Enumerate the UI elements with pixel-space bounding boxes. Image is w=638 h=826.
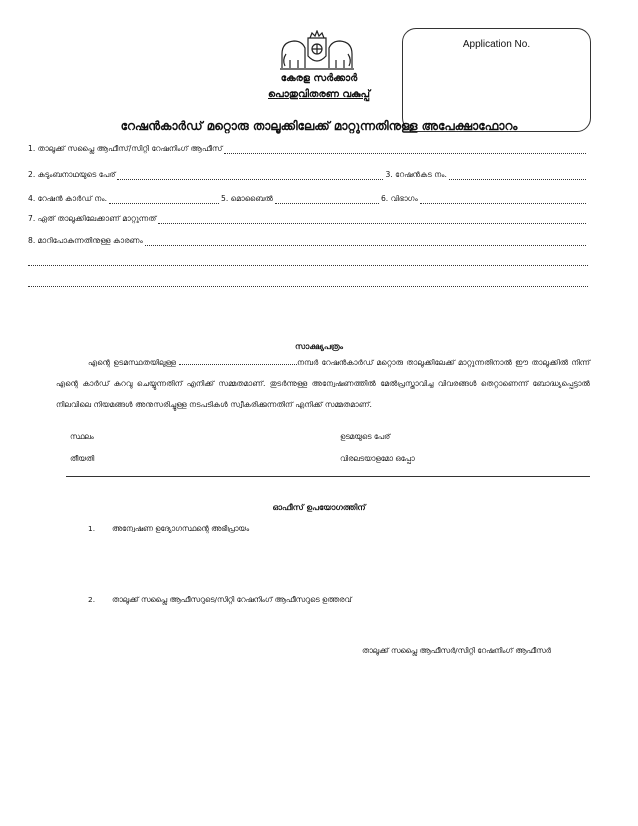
declaration-part-2: നമ്പർ റേഷൻകാർഡ് മറ്റൊരു താലൂക്കിലേക്ക് മാറ്റുന്നതിനാൽ ഈ താലൂക്കിൽ നിന്ന് എന്റെ കാർഡ് കുറവു ചെയ്യുന്നതിന് എനിക്ക് സമ്മതമാണ്. തുടർന്നുള്ള അന്വേഷണത്തിൽ മേൽപ്രസ്താവിച്ച വിവരങ്ങൾ തെറ്റാണെന്ന് ബോദ്ധ്യപ്പെട്ടാൽ നിലവിലെ നിയമങ്ങൾ അനുസരിച്ചുള്ള നടപടികൾ സ്വീകരിക്കുന്നതിന് എനിക്ക് സമ്മതമാണ്. [56,358,591,409]
field-label-card-no: 4. റേഷൻ കാർഡ് നം. [28,194,107,203]
field-input-householder[interactable] [117,172,383,180]
reason-line-3[interactable] [28,285,588,287]
office-item-1-number: 1. [88,524,96,533]
declaration-heading: സാക്ഷ്യപത്രം [295,342,343,351]
field-label-mobile: 5. മൊബൈൽ [221,194,273,203]
field-input-destination[interactable] [158,216,586,224]
field-input-reason[interactable] [145,238,586,246]
declaration-part-1: എന്റെ ഉടമസ്ഥതയിലുള്ള [88,358,176,367]
office-item-1-label: അന്വേഷണ ഉദ്യോഗസ്ഥന്റെ അഭിപ്രായം [112,524,250,533]
field-input-category[interactable] [420,196,586,204]
field-label-householder: 2. കുടുംബനാഥയുടെ പേര് [28,170,116,179]
office-item-2-label: താലൂക്ക് സപ്ലൈ ആഫീസറുടെ/സിറ്റി റേഷനിംഗ് ആഫീസറുടെ ഉത്തരവ് [112,595,352,604]
field-input-office[interactable] [224,146,586,154]
owner-name-label: ഉടമയുടെ പേര് [340,432,391,441]
field-row-destination [28,214,588,224]
field-row-name-shop [28,170,588,180]
declaration-paragraph [56,352,590,415]
field-label-category: 6. വിഭാഗം [380,194,418,203]
office-use-heading: ഓഫീസ് ഉപയോഗത്തിന് [272,503,366,512]
application-number-label: Application No. [462,39,531,50]
reason-line-2[interactable] [28,264,588,266]
field-label-office: 1. താലൂക്ക് സപ്ലൈ ആഫീസ്/സിറ്റി റേഷനിംഗ് ആഫീസ് [28,144,223,153]
office-item-2-number: 2. [88,595,96,604]
field-row-reason [28,236,588,246]
field-row-card-mobile-category [28,194,588,204]
section-divider [66,476,590,477]
field-input-card-no[interactable] [109,196,219,204]
government-name: കേരള സർക്കാർ [280,73,358,84]
field-label-destination: 7. ഏത് താലൂക്കിലേക്കാണ് മാറ്റുന്നത് [28,214,157,223]
place-label: സ്ഥലം [70,432,94,441]
declaration-card-number-input[interactable] [179,357,297,365]
signature-label: വിരലടയാളമോ ഒപ്പോ [340,454,415,463]
field-label-reason: 8. മാറിപോകുന്നതിനുള്ള കാരണം [28,236,143,245]
kerala-emblem-icon [278,30,356,72]
form-title: റേഷൻകാർഡ് മറ്റൊരു താലൂക്കിലേക്ക് മാറ്റുന്നതിനുള്ള അപേക്ഷാഫോറം [120,119,518,133]
field-input-mobile[interactable] [275,196,379,204]
signatory-label: താലൂക്ക് സപ്ലൈ ആഫീസർ/സിറ്റി റേഷനിംഗ് ആഫീസർ [362,646,551,655]
date-label: തീയതി [70,454,95,463]
field-row-office [28,144,588,154]
field-input-ration-shop[interactable] [449,172,586,180]
field-label-ration-shop: 3. റേഷൻകട നം. [385,170,447,179]
department-name: പൊതുവിതരണ വകുപ്പ് [268,89,370,100]
